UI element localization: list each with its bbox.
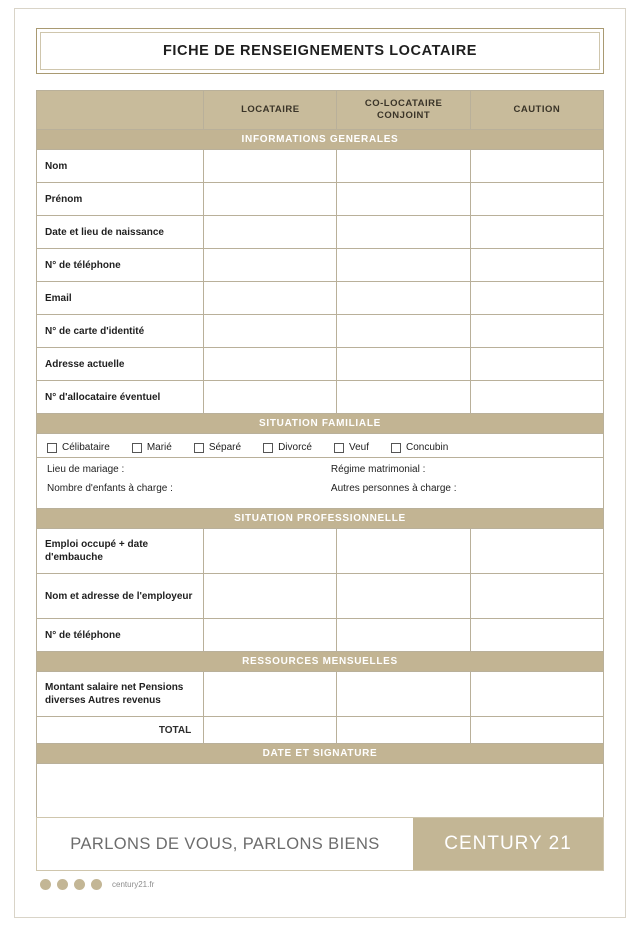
row-label-date-lieu-naissance: Date et lieu de naissance: [37, 216, 204, 249]
family-field-line-1: [47, 460, 593, 479]
field-email-caution[interactable]: [470, 282, 603, 315]
section-header-situation-familiale: [37, 414, 604, 434]
table-row: [37, 282, 604, 315]
footer-slogan: PARLONS DE VOUS, PARLONS BIENS: [70, 834, 380, 853]
checkbox-divorce[interactable]: [263, 442, 312, 453]
row-label-employeur: Nom et adresse de l'employeur: [37, 574, 204, 619]
field-total-locataire[interactable]: [204, 717, 337, 744]
twitter-icon[interactable]: [57, 879, 68, 890]
section-header-informations-generales: [37, 130, 604, 150]
table-row: [37, 315, 604, 348]
table-row-total: [37, 717, 604, 744]
section-title: INFORMATIONS GENERALES: [37, 130, 604, 150]
field-telephone-locataire[interactable]: [204, 249, 337, 282]
table-row: [37, 183, 604, 216]
label-autres-personnes[interactable]: Autres personnes à charge :: [330, 483, 457, 494]
table-row: [37, 216, 604, 249]
field-carte-identite-locataire[interactable]: [204, 315, 337, 348]
table-row: [37, 348, 604, 381]
tenant-information-table: [36, 90, 604, 841]
facebook-icon[interactable]: [40, 879, 51, 890]
row-label-emploi-occupe: Emploi occupé + date d'embauche: [37, 529, 204, 574]
field-telephone-pro-colocataire[interactable]: [337, 619, 470, 652]
header-blank-cell: [37, 91, 204, 130]
field-carte-identite-colocataire[interactable]: [337, 315, 470, 348]
row-label-allocataire: N° d'allocataire éventuel: [37, 381, 204, 414]
table-row: [37, 574, 604, 619]
field-nom-caution[interactable]: [470, 150, 603, 183]
section-header-situation-professionnelle: [37, 509, 604, 529]
youtube-icon[interactable]: [91, 879, 102, 890]
brand-bar: [36, 817, 604, 871]
table-row: [37, 672, 604, 717]
field-allocataire-caution[interactable]: [470, 381, 603, 414]
family-field-line-2: [47, 479, 593, 498]
row-label-total: TOTAL: [37, 717, 204, 744]
checkbox-icon: [334, 443, 344, 453]
document-title-inner: [40, 32, 600, 70]
field-employeur-locataire[interactable]: [204, 574, 337, 619]
field-adresse-colocataire[interactable]: [337, 348, 470, 381]
row-label-telephone-pro: N° de téléphone: [37, 619, 204, 652]
footer-website[interactable]: century21.fr: [112, 880, 155, 889]
checkbox-marie[interactable]: [132, 442, 172, 453]
field-email-colocataire[interactable]: [337, 282, 470, 315]
table-row: [37, 150, 604, 183]
checkbox-concubin[interactable]: [391, 442, 448, 453]
section-title: RESSOURCES MENSUELLES: [37, 652, 604, 672]
field-ressources-caution[interactable]: [470, 672, 603, 717]
field-ressources-colocataire[interactable]: [337, 672, 470, 717]
section-header-ressources-mensuelles: [37, 652, 604, 672]
field-telephone-pro-locataire[interactable]: [204, 619, 337, 652]
field-prenom-caution[interactable]: [470, 183, 603, 216]
header-caution: CAUTION: [470, 91, 603, 130]
table-row: [37, 529, 604, 574]
checkbox-label: Marié: [146, 442, 172, 453]
section-title: SITUATION FAMILIALE: [37, 414, 604, 434]
checkbox-label: Concubin: [406, 442, 449, 453]
field-allocataire-locataire[interactable]: [204, 381, 337, 414]
checkbox-label: Célibataire: [62, 442, 110, 453]
checkbox-label: Divorcé: [278, 442, 312, 453]
field-emploi-colocataire[interactable]: [337, 529, 470, 574]
checkbox-celibataire[interactable]: [47, 442, 110, 453]
section-title: DATE ET SIGNATURE: [37, 744, 604, 764]
checkbox-icon: [194, 443, 204, 453]
field-naissance-colocataire[interactable]: [337, 216, 470, 249]
section-header-date-signature: [37, 744, 604, 764]
checkbox-icon: [263, 443, 273, 453]
checkbox-icon: [391, 443, 401, 453]
field-prenom-colocataire[interactable]: [337, 183, 470, 216]
section-title: SITUATION PROFESSIONNELLE: [37, 509, 604, 529]
family-status-checkbox-row: [37, 434, 604, 458]
label-nombre-enfants[interactable]: Nombre d'enfants à charge :: [47, 483, 173, 494]
checkbox-veuf[interactable]: [334, 442, 369, 453]
row-label-email: Email: [37, 282, 204, 315]
table-row: [37, 249, 604, 282]
checkbox-separe[interactable]: [194, 442, 241, 453]
row-label-adresse-actuelle: Adresse actuelle: [37, 348, 204, 381]
table-header-row: [37, 91, 604, 130]
family-status-options: [47, 442, 593, 453]
label-regime-matrimonial[interactable]: Régime matrimonial :: [330, 464, 426, 475]
field-emploi-caution[interactable]: [470, 529, 603, 574]
row-label-nom: Nom: [37, 150, 204, 183]
family-status-fields-row: [37, 458, 604, 509]
field-total-colocataire[interactable]: [337, 717, 470, 744]
instagram-icon[interactable]: [74, 879, 85, 890]
checkbox-label: Séparé: [208, 442, 242, 453]
header-colocataire: [337, 91, 470, 130]
field-ressources-locataire[interactable]: [204, 672, 337, 717]
row-label-telephone: N° de téléphone: [37, 249, 204, 282]
header-colocataire-line1: CO-LOCATAIRE: [364, 98, 443, 109]
field-adresse-caution[interactable]: [470, 348, 603, 381]
row-label-prenom: Prénom: [37, 183, 204, 216]
field-telephone-caution[interactable]: [470, 249, 603, 282]
field-telephone-pro-caution[interactable]: [470, 619, 603, 652]
field-naissance-locataire[interactable]: [204, 216, 337, 249]
field-nom-colocataire[interactable]: [337, 150, 470, 183]
table-row: [37, 619, 604, 652]
checkbox-icon: [132, 443, 142, 453]
field-allocataire-colocataire[interactable]: [337, 381, 470, 414]
field-prenom-locataire[interactable]: [204, 183, 337, 216]
label-lieu-mariage[interactable]: Lieu de mariage :: [47, 464, 125, 475]
field-email-locataire[interactable]: [204, 282, 337, 315]
document-footer: [36, 817, 604, 890]
field-carte-identite-caution[interactable]: [470, 315, 603, 348]
row-label-ressources: Montant salaire net Pensions diverses Autres revenus: [37, 672, 204, 717]
field-nom-locataire[interactable]: [204, 150, 337, 183]
field-total-caution[interactable]: [470, 717, 603, 744]
row-label-carte-identite: N° de carte d'identité: [37, 315, 204, 348]
table-row: [37, 381, 604, 414]
field-telephone-colocataire[interactable]: [337, 249, 470, 282]
footer-links: [36, 879, 604, 890]
checkbox-label: Veuf: [348, 442, 370, 453]
page-title: FICHE DE RENSEIGNEMENTS LOCATAIRE: [162, 43, 478, 59]
header-colocataire-line2: CONJOINT: [377, 110, 431, 121]
document-title-frame: [36, 28, 604, 74]
field-adresse-locataire[interactable]: [204, 348, 337, 381]
field-naissance-caution[interactable]: [470, 216, 603, 249]
header-locataire: LOCATAIRE: [204, 91, 337, 130]
field-employeur-colocataire[interactable]: [337, 574, 470, 619]
field-emploi-locataire[interactable]: [204, 529, 337, 574]
field-employeur-caution[interactable]: [470, 574, 603, 619]
brand-logo: CENTURY 21: [413, 818, 603, 870]
checkbox-icon: [47, 443, 57, 453]
